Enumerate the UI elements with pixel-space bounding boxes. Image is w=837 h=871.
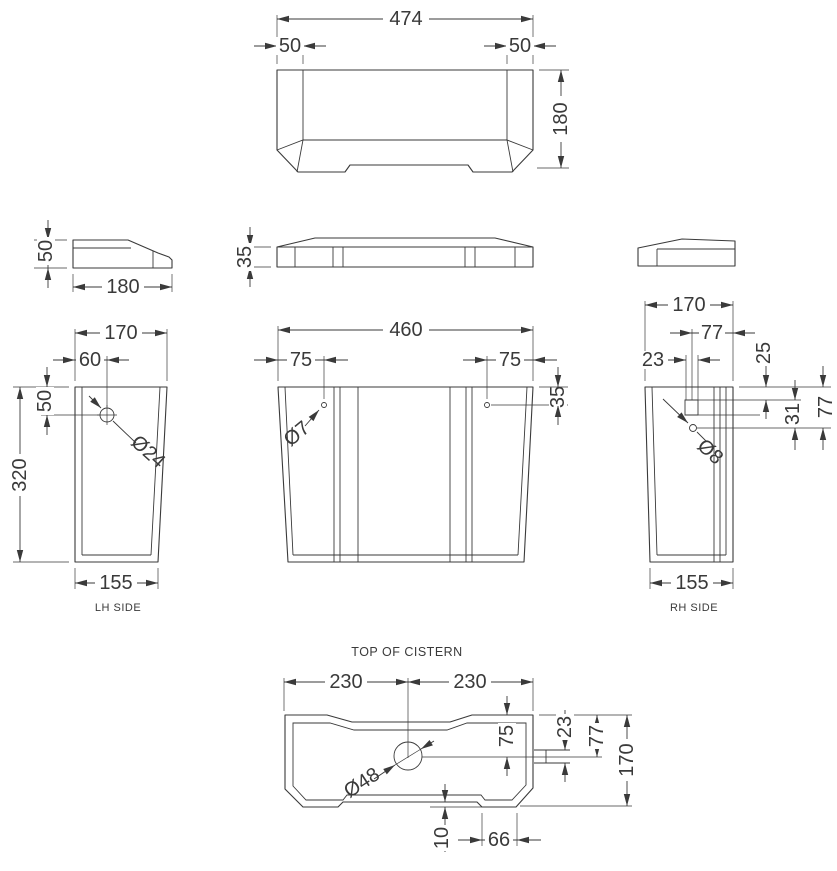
dim-text: 170	[672, 294, 706, 316]
dim-text: 230	[453, 671, 487, 693]
dim-lh-bottom-width	[95, 572, 137, 594]
dim-top-boss-width	[554, 714, 576, 740]
view-title-text: TOP OF CISTERN	[351, 645, 463, 659]
dim-front-hole-dia	[280, 417, 315, 451]
top-view-inner-outline	[293, 723, 526, 803]
dim-text: Ø8	[692, 434, 728, 470]
lid-lh-inner-lines	[73, 248, 153, 268]
dim-text: 170	[104, 322, 138, 344]
rh-hole-leader-arrow	[663, 399, 688, 423]
lh-side-inner-lines	[82, 387, 160, 555]
dim-text: 10	[431, 826, 453, 850]
rh-side-hole	[690, 425, 697, 432]
dim-lid-front-height	[234, 243, 256, 271]
dim-text: 25	[753, 341, 775, 365]
rh-side-inner-lines	[652, 387, 726, 562]
front-left-hole	[322, 403, 327, 408]
view-rh-side	[639, 294, 837, 614]
view-lid-front	[234, 227, 533, 287]
dim-text: 23	[554, 715, 576, 739]
dim-text: 77	[815, 395, 837, 419]
lh-side-label	[95, 602, 141, 614]
dim-rh-slot-width	[639, 349, 667, 371]
lid-rh-outline	[638, 239, 735, 266]
dim-front-top-width	[383, 319, 429, 341]
dim-top-boss-offset	[586, 723, 608, 749]
top-view-title	[351, 645, 462, 659]
dim-underside-depth	[550, 96, 572, 142]
front-right-hole	[485, 403, 490, 408]
dim-text: 180	[550, 102, 572, 136]
dim-text: 155	[99, 572, 133, 594]
dim-lh-height	[9, 454, 31, 496]
dim-underside-width	[383, 8, 429, 30]
dim-rh-bottom-width	[671, 572, 713, 594]
dim-text: 230	[329, 671, 363, 693]
dim-text: 35	[234, 245, 256, 269]
dim-lid-lh-height	[35, 237, 57, 265]
dim-text: 75	[498, 349, 522, 371]
dim-text: 180	[106, 276, 140, 298]
lh-hole-leader-arrow	[89, 396, 101, 408]
top-view-boss	[534, 750, 570, 763]
dim-rh-hole-dia	[693, 435, 728, 469]
dim-text: 50	[34, 389, 56, 413]
dim-text: 460	[389, 319, 423, 341]
dim-underside-right-offset	[506, 35, 534, 57]
dim-lh-hole-offset	[76, 349, 104, 371]
view-lid-lh-side	[34, 220, 172, 298]
dim-top-left-half	[325, 671, 367, 693]
dim-text: 60	[78, 349, 102, 371]
underside-outline	[277, 70, 533, 172]
dim-top-hole-depth	[496, 723, 518, 749]
rh-side-label	[670, 602, 718, 614]
lid-rh-inner-lines	[657, 249, 735, 266]
view-lid-rh-side	[638, 239, 735, 266]
dim-lid-lh-width	[102, 276, 144, 298]
dim-top-right-half	[449, 671, 491, 693]
dim-top-depth	[616, 739, 638, 781]
top-hole-leader-arrow-2	[421, 741, 434, 749]
view-label-text: RH SIDE	[669, 602, 719, 614]
lh-side-outline	[75, 387, 167, 562]
dim-top-step-width	[485, 829, 513, 851]
front-inner-lines	[285, 387, 527, 562]
rh-side-extension-lines	[645, 301, 831, 589]
dim-text: 50	[508, 35, 532, 57]
dim-text: Ø7	[279, 416, 315, 452]
dim-text: 31	[782, 402, 804, 426]
dim-front-hole-depth	[547, 386, 569, 408]
front-hole-leader-arrow	[305, 410, 319, 426]
underside-corner-fold-lines	[277, 140, 533, 172]
dim-rh-hole-offset	[699, 322, 725, 344]
dim-text: 320	[9, 458, 31, 492]
dim-top-step-depth	[431, 825, 453, 851]
dim-text: 77	[586, 724, 608, 748]
view-label-text: LH SIDE	[94, 602, 142, 614]
view-top-of-cistern	[284, 645, 638, 852]
top-view-extension-lines	[284, 678, 632, 846]
view-front	[254, 319, 569, 562]
dim-text: 50	[278, 35, 302, 57]
dim-text: Ø48	[340, 763, 384, 803]
underside-inner-lines	[303, 70, 507, 140]
dim-text: 170	[616, 743, 638, 777]
dim-lh-hole-depth	[34, 387, 56, 415]
dim-text: 50	[35, 239, 57, 263]
dim-text: 474	[389, 8, 423, 30]
view-lh-side	[9, 322, 169, 614]
dim-text: 155	[675, 572, 709, 594]
dim-front-right-offset	[496, 349, 524, 371]
dim-lh-top-width	[100, 322, 142, 344]
dim-rh-top-width	[668, 294, 710, 316]
dim-text: Ø24	[126, 431, 170, 473]
dim-text: 66	[487, 829, 511, 851]
dim-text: 75	[496, 724, 518, 748]
view-cistern-underside	[254, 8, 572, 172]
dim-text: 77	[700, 322, 724, 344]
dim-text: 75	[289, 349, 313, 371]
lid-lh-outline	[73, 240, 172, 268]
dim-underside-left-offset	[276, 35, 304, 57]
dim-rh-slot-depth	[753, 340, 775, 366]
dim-top-hole-dia	[340, 763, 384, 802]
dim-front-left-offset	[287, 349, 315, 371]
lid-front-outline	[277, 238, 533, 267]
dim-rh-slot-height	[782, 402, 804, 426]
lid-front-inner-lines	[295, 247, 515, 267]
dim-text: 35	[547, 385, 569, 409]
rh-side-slot	[685, 400, 698, 415]
dim-text: 23	[641, 349, 665, 371]
dim-rh-hole-depth	[815, 394, 837, 420]
